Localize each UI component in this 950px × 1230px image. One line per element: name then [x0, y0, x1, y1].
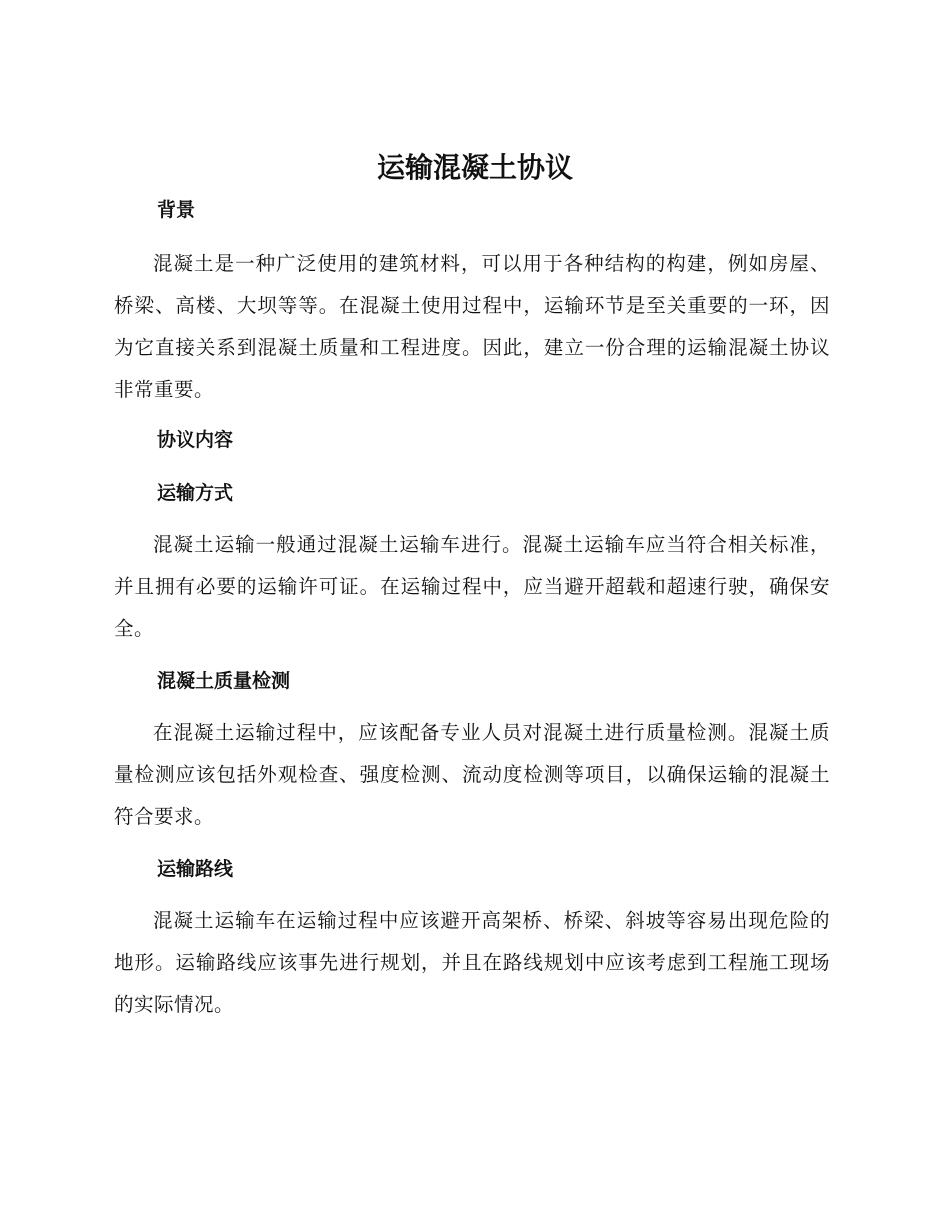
- section-heading-transport-route: 运输路线: [157, 858, 234, 880]
- section-paragraph-transport-method: 混凝土运输一般通过混凝土运输车进行。混凝土运输车应当符合相关标准，并且拥有必要的运输许可证。在运输过程中，应当避开超载和超速行驶，确保安全。: [114, 533, 830, 640]
- section-heading-agreement-content: 协议内容: [157, 429, 234, 451]
- document-title: 运输混凝土协议: [376, 151, 573, 184]
- section-heading-background: 背景: [157, 199, 196, 221]
- section-paragraph-quality-inspection: 在混凝土运输过程中，应该配备专业人员对混凝土进行质量检测。混凝土质量检测应该包括外观检查、强度检测、流动度检测等项目，以确保运输的混凝土符合要求。: [114, 721, 830, 828]
- section-paragraph-background: 混凝土是一种广泛使用的建筑材料，可以用于各种结构的构建，例如房屋、桥梁、高楼、大坝等等。在混凝土使用过程中，运输环节是至关重要的一环，因为它直接关系到混凝土质量和工程进度。因此，建立一份合理的运输混凝土协议非常重要。: [114, 252, 830, 401]
- section-heading-quality-inspection: 混凝土质量检测: [157, 670, 291, 692]
- section-heading-transport-method: 运输方式: [157, 482, 234, 504]
- section-paragraph-transport-route: 混凝土运输车在运输过程中应该避开高架桥、桥梁、斜坡等容易出现危险的地形。运输路线应该事先进行规划，并且在路线规划中应该考虑到工程施工现场的实际情况。: [114, 909, 830, 1016]
